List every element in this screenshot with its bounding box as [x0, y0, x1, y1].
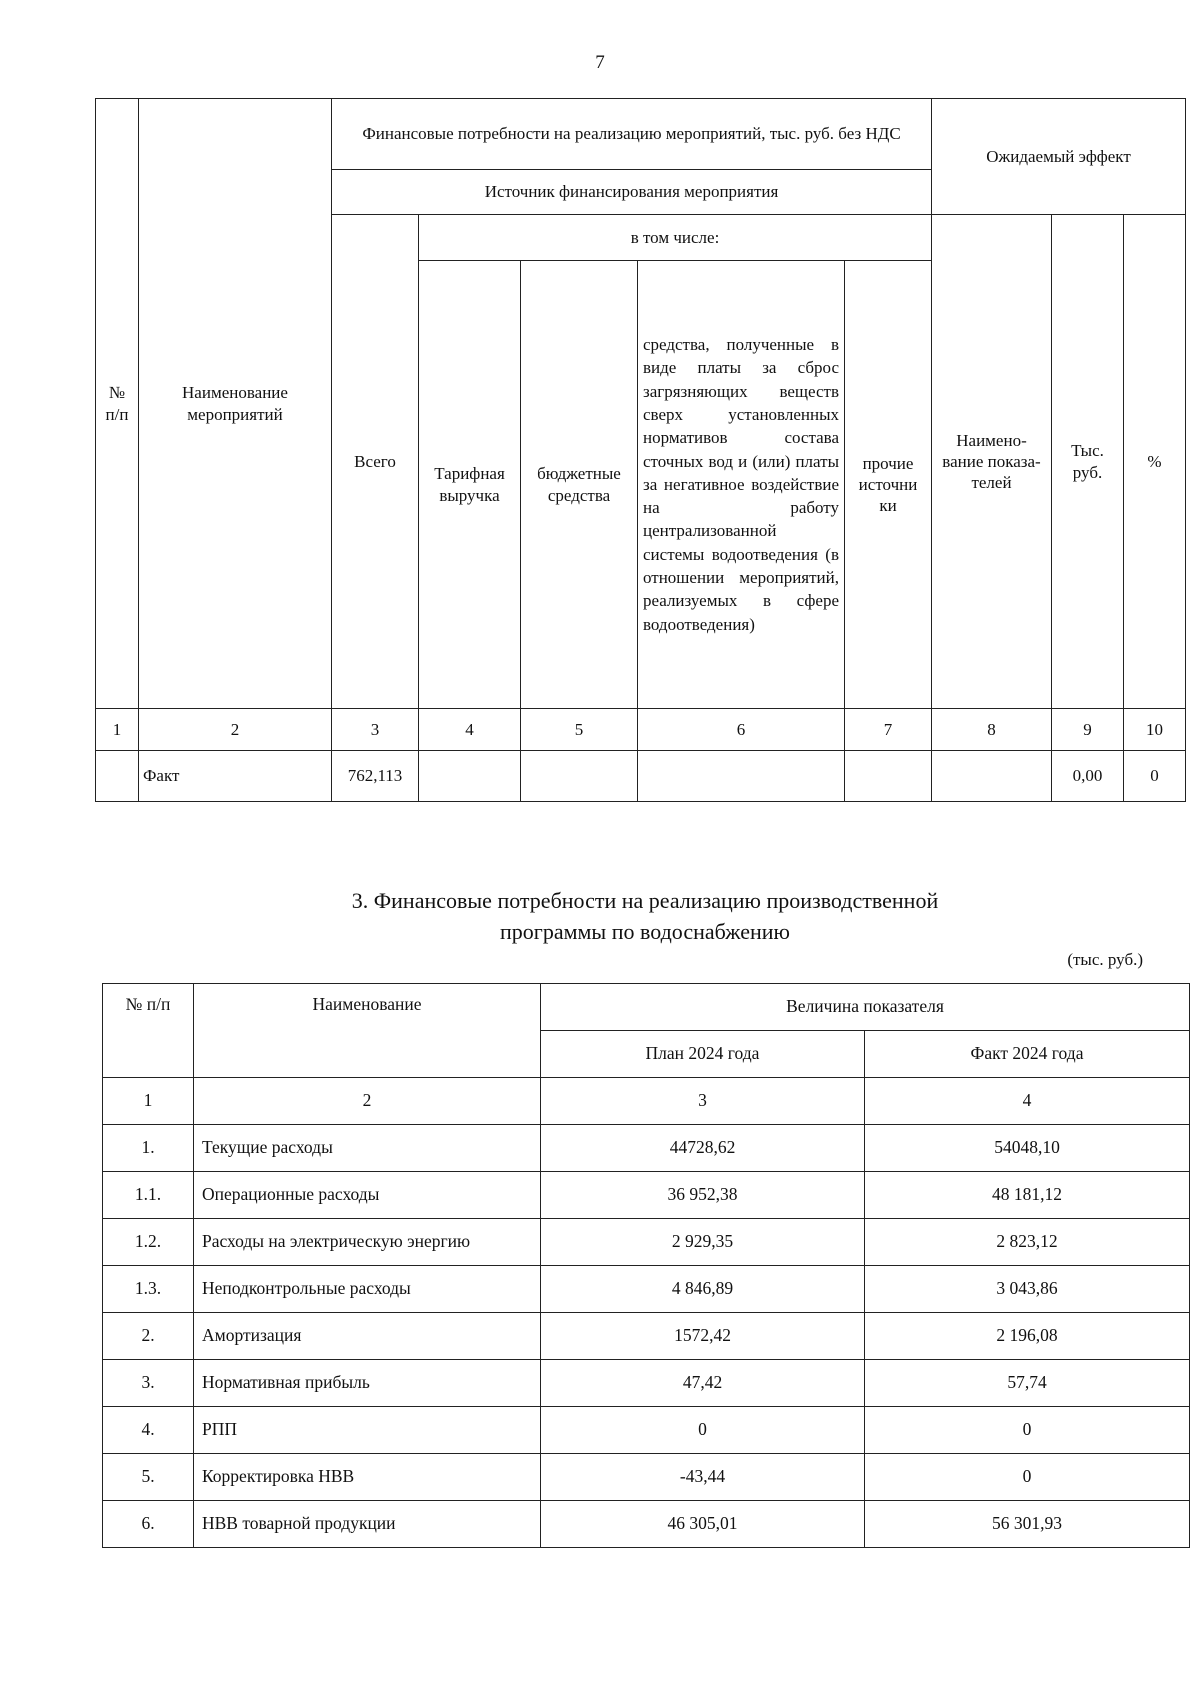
col-header-fin-needs: Финансовые потребности на реализацию мероприятий, тыс. руб. без НДС	[332, 99, 932, 170]
col-number: 3	[332, 709, 419, 751]
col-number: 8	[932, 709, 1052, 751]
col-header-expected-effect: Ожидаемый эффект	[932, 99, 1186, 215]
page-number: 7	[595, 52, 605, 73]
row-name: Текущие расходы	[194, 1125, 541, 1172]
table-row	[103, 1454, 1190, 1501]
row-name: НВВ товарной продукции	[194, 1501, 541, 1548]
fact-total: 762,113	[332, 751, 419, 802]
row-plan: 2 929,35	[541, 1219, 865, 1266]
row-plan: 0	[541, 1407, 865, 1454]
fact-indicator-name	[932, 751, 1052, 802]
fact-thousand-rub: 0,00	[1052, 751, 1124, 802]
fact-other	[845, 751, 932, 802]
row-fact: 56 301,93	[865, 1501, 1190, 1548]
row-num: 1.2.	[103, 1219, 194, 1266]
row-name: Корректировка НВВ	[194, 1454, 541, 1501]
row-plan: 47,42	[541, 1360, 865, 1407]
water-supply-financing-table	[102, 983, 1190, 1548]
fact-tariff	[419, 751, 521, 802]
row-num: 6.	[103, 1501, 194, 1548]
col-header-name: Наименование мероприятий	[139, 99, 332, 709]
col-header-fees: средства, полученные в виде платы за сброс загрязняющих веществ сверх установленных нормативов состава сточных вод и (или) платы за негативное воздействие на работу централизованной системы водоотведения (в отношении мероприятий, реализуемых в сфере водоотведения)	[638, 261, 845, 709]
col-header-percent: %	[1124, 215, 1186, 709]
row-fact: 2 196,08	[865, 1313, 1190, 1360]
row-num: 1.3.	[103, 1266, 194, 1313]
col-number: 1	[96, 709, 139, 751]
row-fact: 54048,10	[865, 1125, 1190, 1172]
row-plan: 4 846,89	[541, 1266, 865, 1313]
col-number: 7	[845, 709, 932, 751]
row-num: 4.	[103, 1407, 194, 1454]
row-name: Неподконтрольные расходы	[194, 1266, 541, 1313]
t2-header-plan: План 2024 года	[541, 1031, 865, 1078]
fact-fees	[638, 751, 845, 802]
row-num: 2.	[103, 1313, 194, 1360]
col-header-source: Источник финансирования мероприятия	[332, 170, 932, 215]
section-title-line1: 3. Финансовые потребности на реализацию производственной	[351, 888, 939, 913]
col-header-num: № п/п	[96, 99, 139, 709]
table-row	[103, 1125, 1190, 1172]
col-header-indicator-name: Наимено- вание показа- телей	[932, 215, 1052, 709]
col-number: 9	[1052, 709, 1124, 751]
row-plan: 44728,62	[541, 1125, 865, 1172]
col-number: 3	[541, 1078, 865, 1125]
t2-header-num: № п/п	[103, 984, 194, 1078]
row-name: Нормативная прибыль	[194, 1360, 541, 1407]
column-number-row	[96, 709, 1186, 751]
col-number: 2	[139, 709, 332, 751]
row-name: Амортизация	[194, 1313, 541, 1360]
col-number: 2	[194, 1078, 541, 1125]
t2-header-value: Величина показателя	[541, 984, 1190, 1031]
row-name: Расходы на электрическую энергию	[194, 1219, 541, 1266]
col-header-other: прочие источни ки	[845, 261, 932, 709]
row-fact: 57,74	[865, 1360, 1190, 1407]
row-name: Операционные расходы	[194, 1172, 541, 1219]
col-number: 4	[419, 709, 521, 751]
fact-budget	[521, 751, 638, 802]
row-plan: 46 305,01	[541, 1501, 865, 1548]
row-fact: 0	[865, 1407, 1190, 1454]
col-number: 5	[521, 709, 638, 751]
col-header-incl: в том числе:	[419, 215, 932, 261]
row-num: 3.	[103, 1360, 194, 1407]
col-number: 10	[1124, 709, 1186, 751]
col-header-budget: бюджетные средства	[521, 261, 638, 709]
row-num: 1.	[103, 1125, 194, 1172]
fact-percent: 0	[1124, 751, 1186, 802]
row-name: РПП	[194, 1407, 541, 1454]
col-header-tariff: Тарифная выручка	[419, 261, 521, 709]
table-row	[103, 1266, 1190, 1313]
row-plan: 1572,42	[541, 1313, 865, 1360]
col-number: 1	[103, 1078, 194, 1125]
t2-header-fact: Факт 2024 года	[865, 1031, 1190, 1078]
table-row	[103, 1313, 1190, 1360]
col-header-total: Всего	[332, 215, 419, 709]
row-fact: 2 823,12	[865, 1219, 1190, 1266]
row-fact: 48 181,12	[865, 1172, 1190, 1219]
row-plan: -43,44	[541, 1454, 865, 1501]
unit-note: (тыс. руб.)	[1067, 950, 1143, 969]
section-title-line2: программы по водоснабжению	[500, 918, 790, 944]
col-number: 4	[865, 1078, 1190, 1125]
fact-row	[96, 751, 1186, 802]
row-fact: 0	[865, 1454, 1190, 1501]
fact-name: Факт	[139, 751, 332, 802]
t2-header-name: Наименование	[194, 984, 541, 1078]
row-plan: 36 952,38	[541, 1172, 865, 1219]
section-title	[0, 886, 1200, 948]
table-row	[103, 1360, 1190, 1407]
row-fact: 3 043,86	[865, 1266, 1190, 1313]
measures-financing-table	[95, 98, 1186, 802]
table-row	[103, 1501, 1190, 1548]
row-num: 5.	[103, 1454, 194, 1501]
table-row	[103, 1219, 1190, 1266]
table-row	[103, 1407, 1190, 1454]
t2-column-number-row	[103, 1078, 1190, 1125]
col-header-thousand-rub: Тыс. руб.	[1052, 215, 1124, 709]
table-row	[103, 1172, 1190, 1219]
row-num: 1.1.	[103, 1172, 194, 1219]
fact-num	[96, 751, 139, 802]
col-number: 6	[638, 709, 845, 751]
